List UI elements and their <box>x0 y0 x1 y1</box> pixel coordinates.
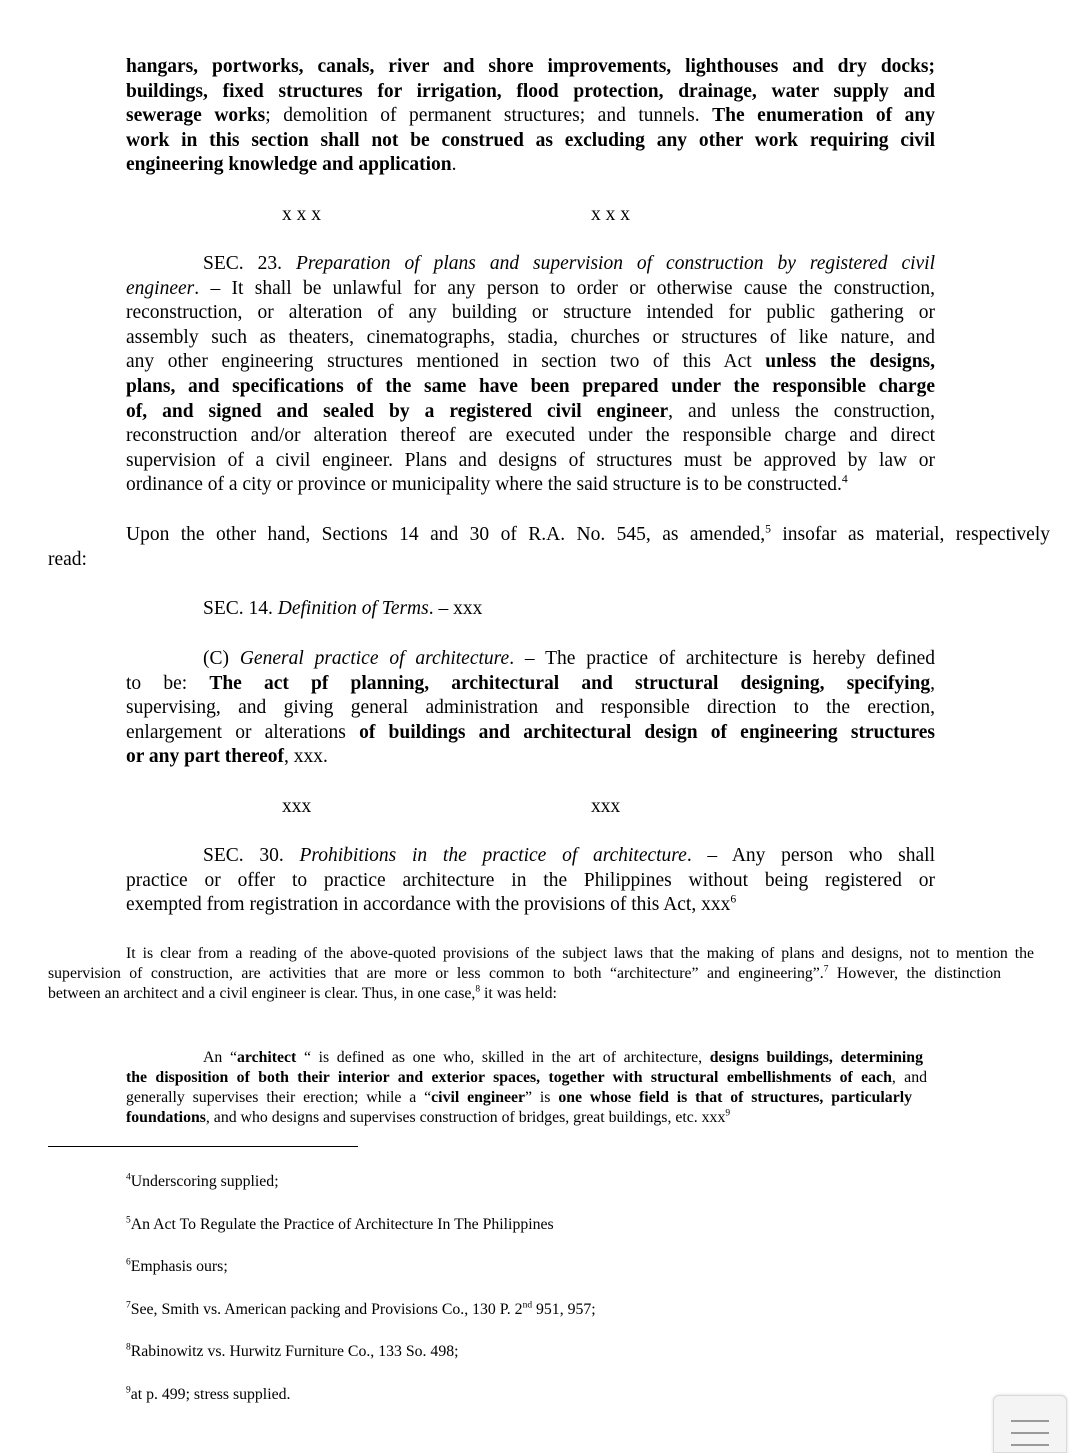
footnote-ref: 7 <box>126 1300 131 1311</box>
text-run: General practice of architecture <box>239 648 510 669</box>
text-line <box>126 1108 927 1128</box>
sec23-quote <box>126 252 935 498</box>
text-run: buildings, fixed structures for irrigation, flood protection, drainage, water supply and <box>126 80 935 102</box>
omission-marker-right: x x x <box>591 204 630 225</box>
sec30-quote <box>126 844 935 918</box>
text-run: . – Any person who shall <box>686 845 935 866</box>
text-run: . <box>451 154 457 176</box>
viewer-menu-button[interactable] <box>993 1395 1067 1453</box>
bridge-paragraph-line <box>48 548 87 573</box>
text-run: , and <box>891 1069 927 1086</box>
text-line <box>126 869 935 894</box>
text-run: it was held: <box>480 985 557 1002</box>
sec14-c-quote <box>126 647 935 770</box>
text-run: between an architect and a civil engineer is clear. Thus, in one case, <box>48 985 476 1002</box>
text-run: , and who designs and supervises construction of bridges, great buildings, etc. xxx <box>205 1109 726 1126</box>
text-line <box>126 696 935 721</box>
text-run: Prohibitions in the practice of architecture <box>299 845 687 866</box>
text-run: , <box>930 672 935 694</box>
text-run: The enumeration of any <box>712 105 935 127</box>
text-run: practice or offer to practice architecture in the Philippines without being registered or <box>126 869 935 891</box>
text-run: ordinance of a city or province or municipality where the said structure is to be constructed. <box>126 474 842 496</box>
text-run: engineering knowledge and application <box>126 154 452 176</box>
text-line <box>48 944 1034 964</box>
footnote-4 <box>126 1172 279 1192</box>
text-run: read: <box>48 549 87 570</box>
text-run: sewerage works <box>126 105 266 127</box>
text-run: “ is defined as one who, skilled in the art of architecture, <box>296 1049 710 1066</box>
text-run: of buildings and architectural design of engineering structures <box>359 721 935 743</box>
text-run: An “ <box>203 1049 237 1066</box>
text-run: reconstruction, or alteration of any building or structure intended for public gathering or <box>126 302 935 324</box>
text-line <box>126 1068 927 1088</box>
text-run: supervising, and giving general administration and responsible direction to the erection, <box>126 697 935 719</box>
text-line <box>126 129 935 154</box>
footnote-ref: 9 <box>725 1108 731 1119</box>
text-run: . – It shall be unlawful for any person to order or otherwise cause the construction, <box>194 277 935 299</box>
text-run: Emphasis ours; <box>130 1258 228 1275</box>
text-run: reconstruction and/or alteration thereof are executed under the responsible charge and direct <box>126 425 935 447</box>
text-run: . – xxx <box>428 598 483 619</box>
discussion-paragraph <box>48 944 1034 1004</box>
text-line <box>126 326 935 351</box>
text-line <box>126 350 935 375</box>
text-line <box>48 964 1001 984</box>
text-run: See, Smith vs. American packing and Provisions Co., 130 P. 2 <box>130 1301 523 1318</box>
text-run: architect <box>236 1049 297 1066</box>
footnote-ref: 6 <box>730 892 737 906</box>
intro-paragraph <box>126 55 935 178</box>
text-line <box>126 424 935 449</box>
footnote-separator <box>48 1146 358 1147</box>
text-line <box>126 252 935 277</box>
text-run: engineer <box>126 277 195 299</box>
text-run: designs buildings, determining <box>709 1049 923 1066</box>
text-run: Rabinowitz vs. Hurwitz Furniture Co., 133 So. 498; <box>130 1343 459 1360</box>
footnote-7 <box>126 1300 596 1320</box>
text-line <box>126 672 935 697</box>
text-line <box>126 844 935 869</box>
omission-marker-right: xxx <box>591 796 621 817</box>
text-run: Definition of Terms <box>277 598 429 619</box>
footnote-ref: 6 <box>126 1257 131 1268</box>
footnote-5 <box>126 1215 554 1235</box>
text-run: 951, 957; <box>532 1301 596 1318</box>
text-line <box>126 721 935 746</box>
text-run: unless the designs, <box>765 351 935 373</box>
text-line <box>126 104 935 129</box>
text-run: SEC. 23. <box>203 253 296 274</box>
footnote-ref: 5 <box>126 1215 131 1226</box>
text-run: at p. 499; stress supplied. <box>130 1386 291 1403</box>
text-run: hangars, portworks, canals, river and shore improvements, lighthouses and dry docks; <box>126 56 935 77</box>
text-line <box>126 375 935 400</box>
text-run: ; demolition of permanent structures; and tunnels. <box>265 105 713 127</box>
text-line <box>126 400 935 425</box>
footnote-8 <box>126 1342 459 1362</box>
text-run: of, and signed and sealed by a registered civil engineer <box>126 400 669 422</box>
definition-quote <box>126 1048 927 1128</box>
text-line <box>126 893 935 918</box>
footnote-ref: 9 <box>126 1385 131 1396</box>
text-run: generally supervises their erection; while a “ <box>126 1089 432 1106</box>
text-run: SEC. 30. <box>203 845 300 866</box>
text-run: . – The practice of architecture is hereby defined <box>509 648 935 669</box>
text-line <box>126 277 935 302</box>
text-line <box>126 449 935 474</box>
text-run: work in this section shall not be construed as excluding any other work requiring civil <box>126 129 935 151</box>
bridge-paragraph-line <box>126 523 1050 548</box>
text-line <box>126 473 935 498</box>
footnote-ref: 5 <box>765 523 771 536</box>
text-run: supervision of a civil engineer. Plans and designs of structures must be approved by law or <box>126 449 935 471</box>
text-run: enlargement or alterations <box>126 721 360 743</box>
footnote-ref: 8 <box>126 1342 131 1353</box>
footnote-ref: 4 <box>126 1172 131 1183</box>
text-run: Preparation of plans and supervision of construction by registered civil <box>295 253 935 274</box>
text-run: assembly such as theaters, cinematographs, stadia, churches or structures of like nature, and <box>126 326 935 348</box>
text-run: any other engineering structures mentioned in section two of this Act <box>126 351 766 373</box>
text-run: Upon the other hand, Sections 14 and 30 of R.A. No. 545, as amended, <box>126 524 766 545</box>
text-run: foundations <box>126 1109 206 1126</box>
text-line <box>126 55 935 80</box>
footnote-6 <box>126 1257 228 1277</box>
text-run: , and unless the construction, <box>668 400 935 422</box>
text-run: the disposition of both their interior and exterior spaces, together with structural embellishments of each <box>126 1069 892 1086</box>
text-run: (C) <box>203 648 240 669</box>
omission-marker-left: x x x <box>282 204 321 225</box>
text-run: It is clear from a reading of the above-quoted provisions of the subject laws that the making of plans and designs, not to mention the <box>126 945 1034 962</box>
text-run: SEC. 14. <box>203 598 278 619</box>
text-line <box>126 1088 912 1108</box>
text-run: supervision of construction, are activities that are more or less common to both “architecture” and engineering”. <box>48 965 824 982</box>
footnote-9 <box>126 1385 290 1405</box>
text-line <box>126 301 935 326</box>
text-line <box>126 1048 923 1068</box>
text-run: exempted from registration in accordance with the provisions of this Act, xxx <box>126 894 731 916</box>
text-run: An Act To Regulate the Practice of Architecture In The Philippines <box>130 1216 554 1233</box>
text-line <box>126 80 935 105</box>
text-run: However, the distinction <box>828 965 1001 982</box>
text-run: Underscoring supplied; <box>130 1173 279 1190</box>
text-run: civil engineer <box>431 1089 526 1106</box>
omission-marker-left: xxx <box>282 796 312 817</box>
text-line <box>48 984 1034 1004</box>
text-line <box>126 745 935 770</box>
text-line <box>126 153 935 178</box>
footnote-ref: 7 <box>823 964 829 975</box>
text-run: ” is <box>525 1089 559 1106</box>
text-run: plans, and specifications of the same have been prepared under the responsible charge <box>126 375 935 397</box>
text-run: insofar as material, respectively <box>770 524 1050 545</box>
footnote-ref: 4 <box>841 472 848 486</box>
sec14-heading <box>203 597 482 622</box>
footnote-ref: 8 <box>475 984 481 995</box>
footnote-ref: nd <box>522 1300 533 1311</box>
text-run: or any part thereof <box>126 746 284 768</box>
text-run: one whose field is that of structures, particularly <box>558 1089 912 1106</box>
text-run: The act pf planning, architectural and structural designing, specifying <box>209 672 931 694</box>
text-run: to be: <box>126 672 210 694</box>
text-run: , xxx. <box>283 746 328 768</box>
text-line <box>126 647 935 672</box>
